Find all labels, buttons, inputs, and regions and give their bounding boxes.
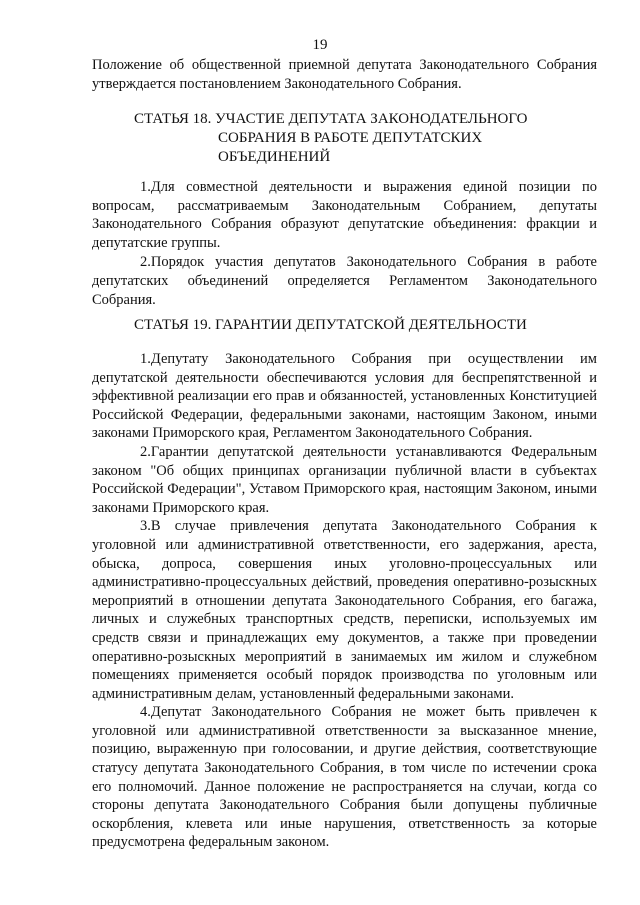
article-18-body [92, 178, 597, 309]
article-19-heading: СТАТЬЯ 19. ГАРАНТИИ ДЕПУТАТСКОЙ ДЕЯТЕЛЬНОСТИ [134, 317, 527, 333]
intro-paragraph: Положение об общественной приемной депутата Законодательного Собрания утверждается постановлением Законодательного Собрания. [92, 57, 597, 92]
intro-block [92, 56, 597, 93]
article-19-body [92, 350, 597, 852]
article-18-heading-line-3: ОБЪЕДИНЕНИЙ [218, 149, 331, 165]
article-19-paragraph-2: 2.Гарантии депутатской деятельности устанавливаются Федеральным законом "Об общих принципах организации публичной власти в субъектах Российской Федерации", Уставом Приморского края, настоящим Законом, иными законами Приморского края. [92, 443, 597, 516]
article-18-paragraph-1: 1.Для совместной деятельности и выражения единой позиции по вопросам, рассматриваемым Законодательным Собранием, депутаты Законодательного Собрания образуют депутатские объединения: фракции и депутатские группы. [92, 179, 597, 251]
article-19-paragraph-1: 1.Депутату Законодательного Собрания при осуществлении им депутатской деятельности обеспечиваются условия для беспрепятственной и эффективной реализации его прав и обязанностей, установленных Конституцией Российской Федерации, федеральными законами, настоящим Законом, иными законами Приморского края, Регламентом Законодательного Собрания. [92, 351, 597, 442]
article-18-paragraph-2: 2.Порядок участия депутатов Законодательного Собрания в работе депутатских объединений определяется Регламентом Законодательного Собрания. [92, 254, 597, 308]
article-19-paragraph-3: 3.В случае привлечения депутата Законодательного Собрания к уголовной или административной ответственности, его задержания, ареста, обыска, допроса, совершения иных уголовно-процессуальных или административно-процессуальных действий, проведения оперативно-розыскных мероприятий в отношении депутата Законодательного Собрания, его багажа, личных и служебных транспортных средств, переписки, используемых им средств связи и принадлежащих ему документов, а также при проведении оперативно-розыскных мероприятий в занимаемых им жилом и служебном помещениях применяется особый порядок производства по уголовным или административным делам, установленный федеральными законами. [92, 518, 597, 702]
page-number: 19 [312, 37, 328, 53]
article-18-heading-line-1: СТАТЬЯ 18. УЧАСТИЕ ДЕПУТАТА ЗАКОНОДАТЕЛЬНОГО [134, 111, 528, 127]
article-19-paragraph-4: 4.Депутат Законодательного Собрания не может быть привлечен к уголовной или административной ответственности за высказанное мнение, позицию, выраженную при голосовании, и другие действия, соответствующие статусу депутата Законодательного Собрания, в том числе по истечении срока его полномочий. Данное положение не распространяется на случаи, когда со стороны депутата Законодательного Собрания были допущены публичные оскорбления, клевета или иные нарушения, ответственность за которые предусмотрена федеральным законом. [92, 704, 597, 851]
article-18-heading [134, 110, 594, 167]
article-18-heading-line-2: СОБРАНИЯ В РАБОТЕ ДЕПУТАТСКИХ [218, 130, 483, 146]
